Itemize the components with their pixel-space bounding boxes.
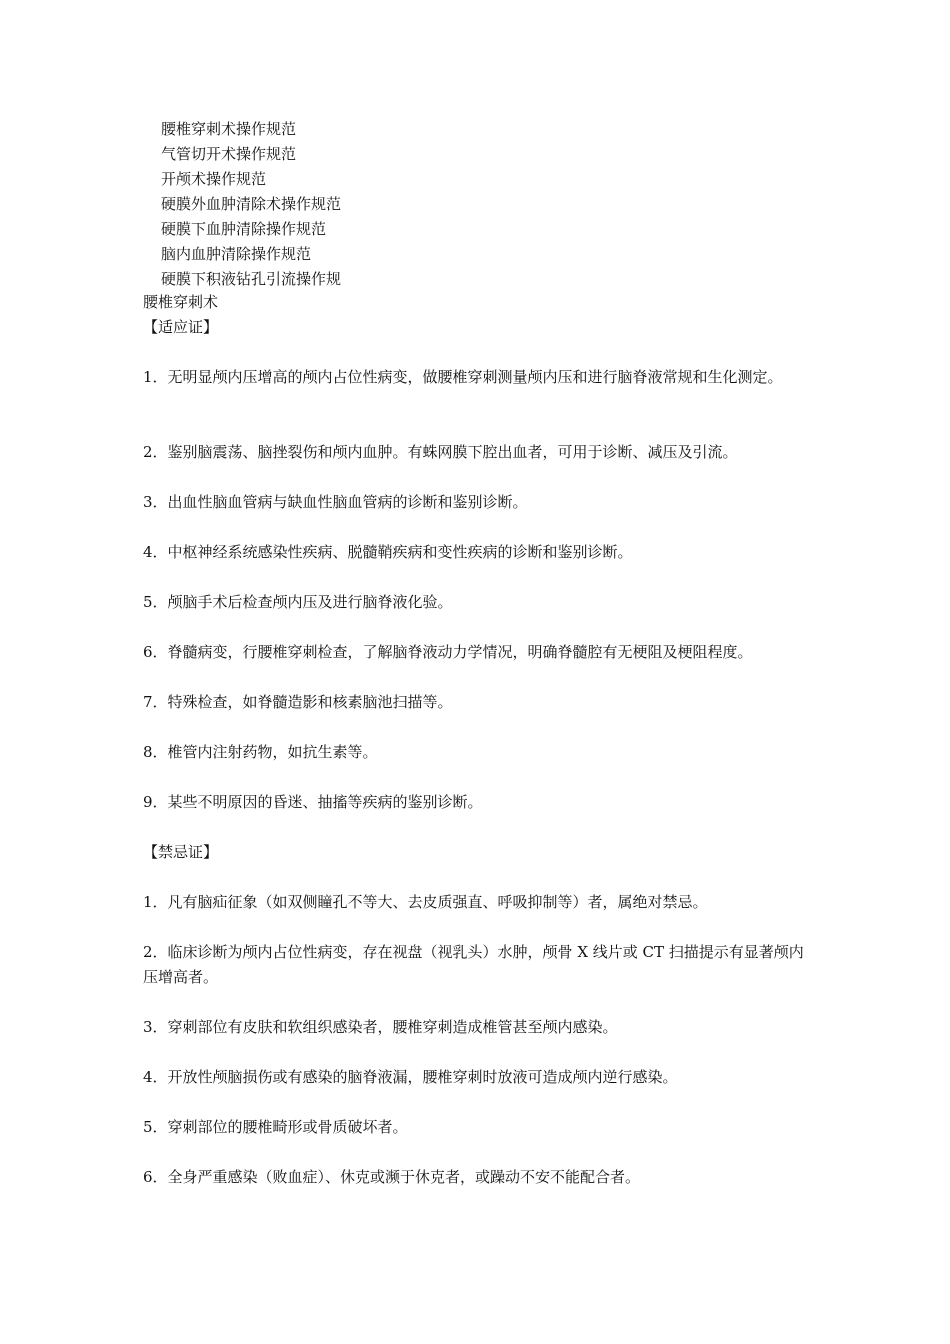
- contraindication-item: [143, 1165, 808, 1190]
- item-number: 3．: [143, 493, 168, 511]
- item-text: 出血性脑血管病与缺血性脑血管病的诊断和鉴别诊断。: [167, 493, 528, 511]
- item-number: 4．: [143, 1068, 168, 1086]
- item-number: 9．: [143, 793, 168, 811]
- contraindication-item: [143, 890, 808, 915]
- item-number: 6．: [143, 643, 168, 661]
- contraindication-item: [143, 1115, 808, 1140]
- indication-item: [143, 790, 808, 815]
- item-text: 临床诊断为颅内占位性病变，存在视盘（视乳头）水肿，颅骨 X 线片或 CT 扫描提示有显著颅内压增高者。: [143, 943, 804, 986]
- item-text: 某些不明原因的昏迷、抽搐等疾病的鉴别诊断。: [167, 793, 483, 811]
- item-number: 5．: [143, 1118, 168, 1136]
- indication-item: [143, 640, 808, 665]
- indication-item: [143, 540, 808, 565]
- item-number: 6．: [143, 1168, 168, 1186]
- item-text: 特殊检查，如脊髓造影和核素脑池扫描等。: [167, 693, 453, 711]
- contraindication-item: [143, 1065, 808, 1090]
- toc-item[interactable]: 脑内血肿清除操作规范: [161, 245, 312, 263]
- toc-item[interactable]: 气管切开术操作规范: [161, 145, 297, 163]
- item-text: 无明显颅内压增高的颅内占位性病变，做腰椎穿刺测量颅内压和进行脑脊液常规和生化测定。: [167, 368, 783, 386]
- toc-item[interactable]: 硬膜下积液钻孔引流操作规: [161, 270, 342, 288]
- indication-item: [143, 440, 808, 465]
- item-text: 开放性颅脑损伤或有感染的脑脊液漏，腰椎穿刺时放液可造成颅内逆行感染。: [167, 1068, 678, 1086]
- indication-item: [143, 740, 808, 765]
- contraindication-item: [143, 1015, 808, 1040]
- section-title: 腰椎穿刺术: [143, 293, 219, 311]
- indication-item: [143, 490, 808, 515]
- item-number: 1．: [143, 368, 168, 386]
- item-text: 全身严重感染（败血症）、休克或濒于休克者，或躁动不安不能配合者。: [167, 1168, 641, 1186]
- indication-item: [143, 590, 808, 615]
- contraindication-item: [143, 940, 808, 990]
- toc-item[interactable]: 开颅术操作规范: [161, 170, 267, 188]
- item-number: 2．: [143, 443, 168, 461]
- indications-heading: 【适应证】: [143, 318, 219, 336]
- toc-item[interactable]: 硬膜外血肿清除术操作规范: [161, 195, 342, 213]
- table-of-contents: [161, 117, 341, 292]
- toc-item[interactable]: 腰椎穿刺术操作规范: [161, 120, 297, 138]
- item-number: 4．: [143, 543, 168, 561]
- item-number: 2．: [143, 943, 168, 961]
- item-number: 7．: [143, 693, 168, 711]
- indication-item: [143, 690, 808, 715]
- item-number: 5．: [143, 593, 168, 611]
- item-number: 8．: [143, 743, 168, 761]
- item-text: 穿刺部位的腰椎畸形或骨质破坏者。: [167, 1118, 408, 1136]
- item-number: 3．: [143, 1018, 168, 1036]
- toc-item[interactable]: 硬膜下血肿清除操作规范: [161, 220, 327, 238]
- contraindications-heading: 【禁忌证】: [143, 843, 219, 861]
- indication-item: [143, 365, 808, 390]
- item-text: 脊髓病变，行腰椎穿刺检查，了解脑脊液动力学情况，明确脊髓腔有无梗阻及梗阻程度。: [167, 643, 753, 661]
- item-text: 穿刺部位有皮肤和软组织感染者，腰椎穿刺造成椎管甚至颅内感染。: [167, 1018, 618, 1036]
- item-number: 1．: [143, 893, 168, 911]
- item-text: 椎管内注射药物，如抗生素等。: [167, 743, 378, 761]
- item-text: 颅脑手术后检查颅内压及进行脑脊液化验。: [167, 593, 453, 611]
- item-text: 凡有脑疝征象（如双侧瞳孔不等大、去皮质强直、呼吸抑制等）者，属绝对禁忌。: [167, 893, 708, 911]
- item-text: 鉴别脑震荡、脑挫裂伤和颅内血肿。有蛛网膜下腔出血者，可用于诊断、减压及引流。: [167, 443, 738, 461]
- item-text: 中枢神经系统感染性疾病、脱髓鞘疾病和变性疾病的诊断和鉴别诊断。: [167, 543, 633, 561]
